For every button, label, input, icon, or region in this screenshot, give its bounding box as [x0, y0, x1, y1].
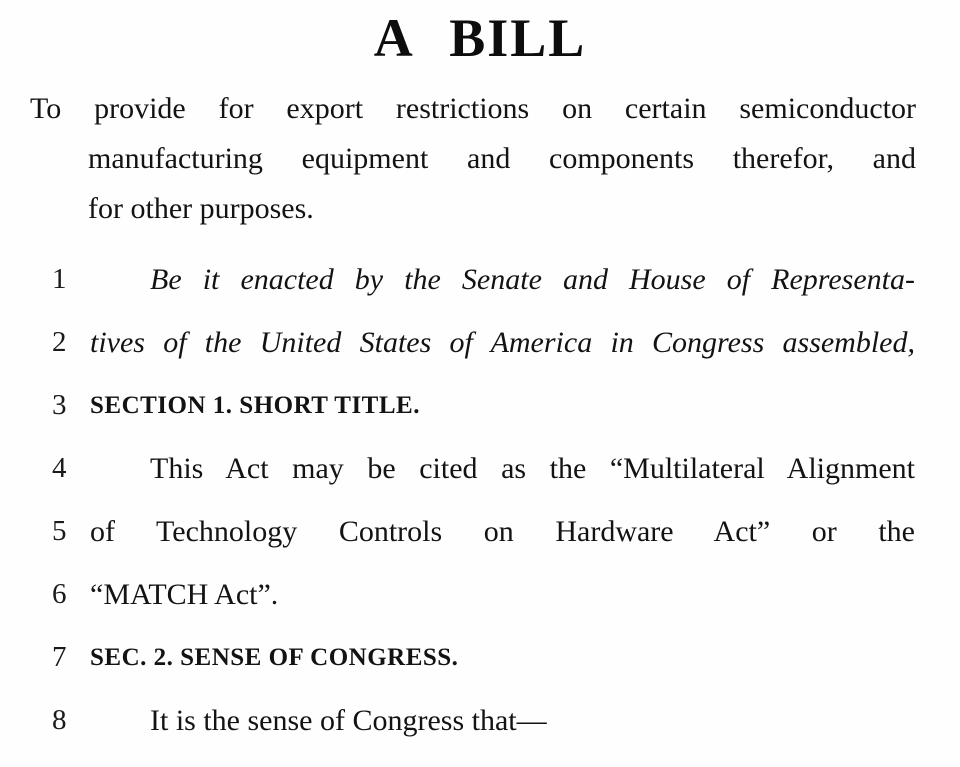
line-number: 4 [52, 452, 67, 484]
bill-line-1 [0, 248, 960, 311]
bill-body [0, 248, 960, 752]
bill-line-3 [0, 374, 960, 437]
line-text: It is the sense of Congress that— [150, 704, 547, 737]
line-number: 2 [52, 326, 67, 358]
bill-line-6 [0, 563, 960, 626]
section-heading: SECTION 1. SHORT TITLE. [90, 392, 420, 419]
line-text: This Act may be cited as the “Multilateral Alignment [150, 452, 915, 485]
bill-line-2 [0, 311, 960, 374]
line-text: Be it enacted by the Senate and House of Representa- [150, 263, 915, 296]
bill-line-8 [0, 689, 960, 752]
bill-title: A BILL [373, 8, 587, 68]
line-number: 5 [52, 515, 67, 547]
line-text: of Technology Controls on Hardware Act” or the [90, 515, 915, 548]
line-number: 8 [52, 704, 67, 736]
line-number: 6 [52, 578, 67, 610]
line-text: “MATCH Act”. [90, 578, 279, 611]
line-text: tives of the United States of America in Congress assembled, [90, 326, 915, 359]
bill-line-7 [0, 626, 960, 689]
bill-line-5 [0, 500, 960, 563]
preamble [0, 84, 960, 234]
preamble-line: for other purposes. [88, 192, 314, 225]
line-number: 7 [52, 641, 67, 673]
preamble-line: manufacturing equipment and components therefor, and [88, 142, 916, 175]
preamble-line: To provide for export restrictions on certain semiconductor [30, 92, 916, 125]
section-heading: SEC. 2. SENSE OF CONGRESS. [90, 644, 459, 671]
bill-line-4 [0, 437, 960, 500]
line-number: 3 [52, 389, 67, 421]
line-number: 1 [52, 263, 67, 295]
